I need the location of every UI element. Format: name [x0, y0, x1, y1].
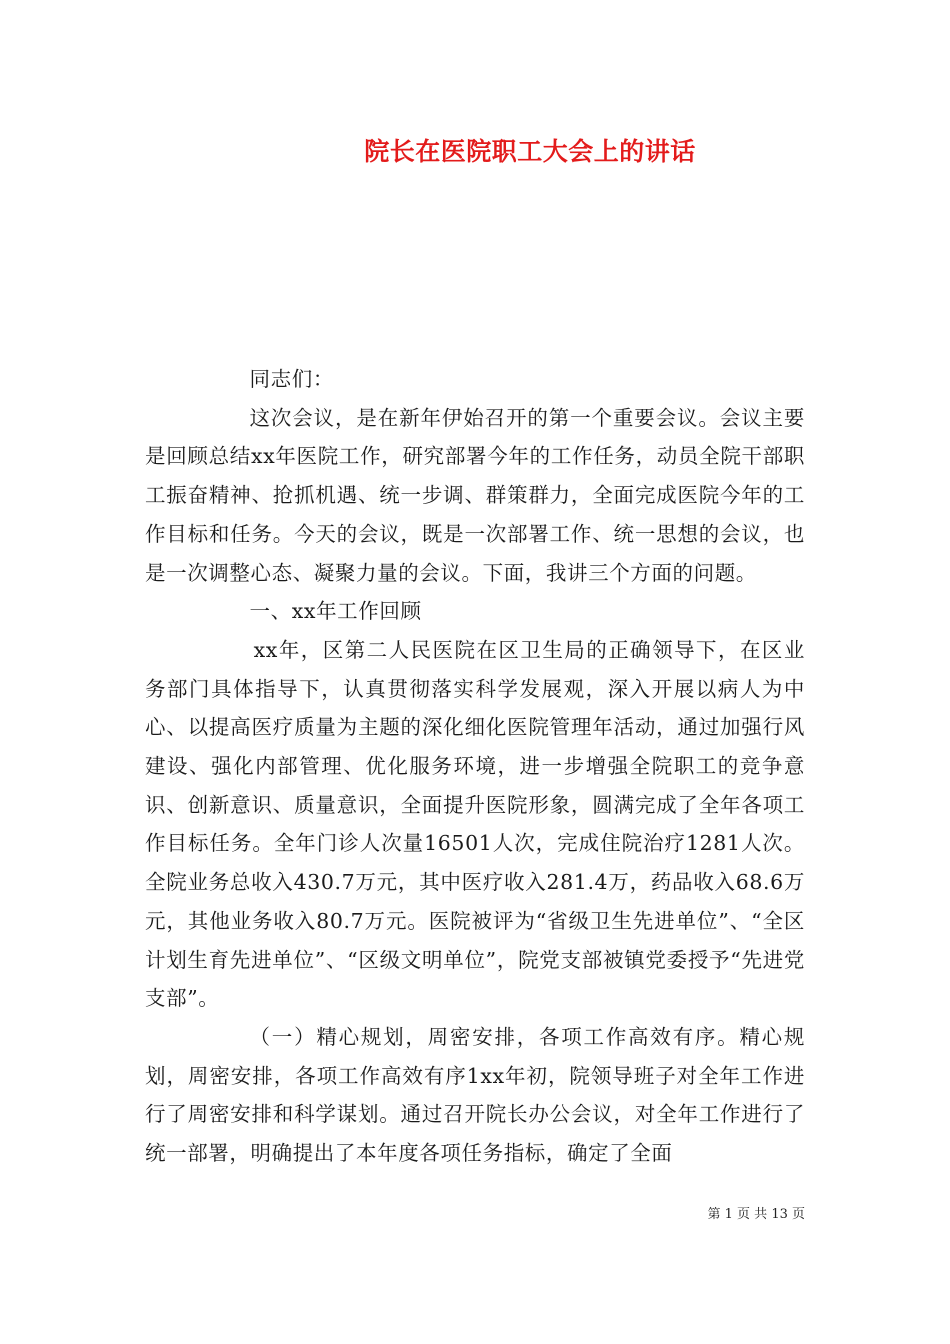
review-paragraph: xx年，区第二人民医院在区卫生局的正确领导下，在区业务部门具体指导下，认真贯彻落实科学发展观，深入开展以病人为中心、以提高医疗质量为主题的深化细化医院管理年活动，通过加强行风建设、强化内部管理、优化服务环境，进一步增强全院职工的竞争意识、创新意识、质量意识，全面提升医院形象，圆满完成了全年各项工作目标任务。全年门诊人次量16501人次，完成住院治疗1281人次。全院业务总收入430.7万元，其中医疗收入281.4万，药品收入68.6万元，其他业务收入80.7万元。医院被评为“省级卫生先进单位”、“全区计划生育先进单位”、“区级文明单位”，院党支部被镇党委授予“先进党支部”。	[145, 637, 805, 1011]
greeting-paragraph: 同志们：	[249, 367, 334, 391]
document-title: 院长在医院职工大会上的讲话	[364, 137, 696, 166]
subsection-paragraph: （一）精心规划，周密安排，各项工作高效有序。精心规划，周密安排，各项工作高效有序1xx年初，院领导班子对全年工作进行了周密安排和科学谋划。通过召开院长办公会议，对全年工作进行了统一部署，明确提出了本年度各项任务指标，确定了全面	[145, 1024, 805, 1166]
page-number-footer: 第 1 页 共 13 页	[707, 1207, 805, 1222]
document-body	[145, 360, 805, 1173]
intro-paragraph: 这次会议，是在新年伊始召开的第一个重要会议。会议主要是回顾总结xx年医院工作，研究部署今年的工作任务，动员全院干部职工振奋精神、抢抓机遇、统一步调、群策群力，全面完成医院今年的工作目标和任务。今天的会议，既是一次部署工作、统一思想的会议，也是一次调整心态、凝聚力量的会议。下面，我讲三个方面的问题。	[145, 405, 805, 585]
section-heading: 一、xx年工作回顾	[249, 599, 422, 624]
